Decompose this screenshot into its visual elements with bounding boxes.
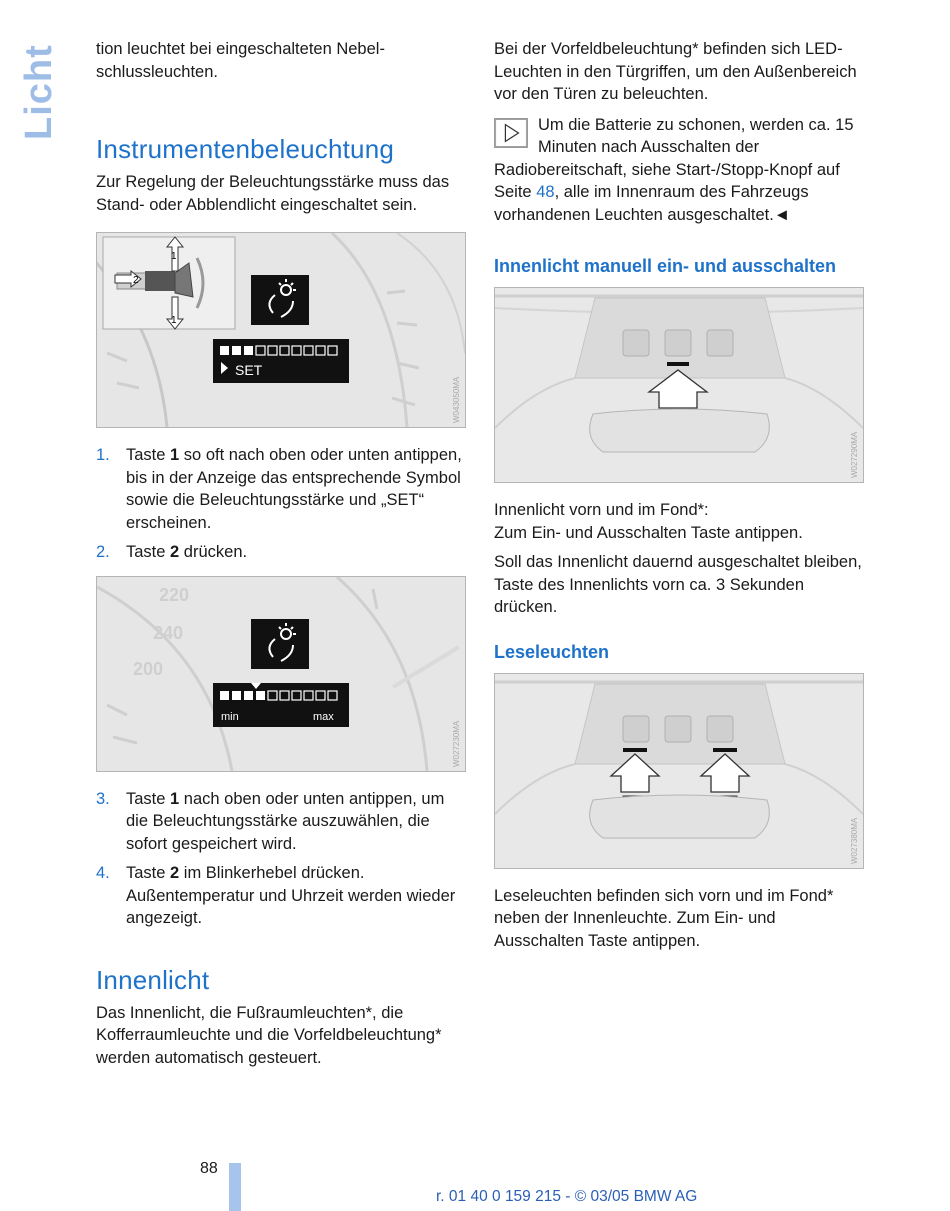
footer-copyright: r. 01 40 0 159 215 - © 03/05 BMW AG (436, 1188, 698, 1205)
figure-code: W043050MA (452, 376, 461, 423)
display-min-label: min (221, 710, 239, 723)
paragraph-dauernd-aus: Soll das Innenlicht dauernd ausgeschaltet bleiben, Taste des Innenlichts vorn ca. 3 Sekunden drücken. (494, 553, 862, 616)
page-reference-link[interactable]: 48 (536, 183, 555, 201)
right-column (494, 38, 866, 959)
instrument-lever-illustration (97, 233, 465, 427)
figure-reading-lights (494, 673, 864, 869)
intro-paragraph: tion leuchtet bei eingeschalteten Nebelschlussleuchten. (96, 40, 385, 81)
paragraph-innenlicht-vorn: Zum Ein- und Ausschalten Taste antippen. (494, 523, 803, 542)
speed-label-200: 200 (133, 658, 164, 679)
figure-instrument-lever (96, 232, 466, 428)
heading-instrumentenbeleuchtung: Instrumentenbeleuchtung (96, 134, 395, 164)
page-number: 88 (200, 1160, 218, 1177)
footer-accent-bar (229, 1163, 241, 1211)
chapter-tab-label: Licht (18, 44, 60, 140)
steps-list-2 (96, 788, 468, 930)
lever-label-1: 1 (171, 251, 177, 262)
paragraph-vorfeld: Bei der Vorfeldbeleuchtung* befinden sich LED-Leuchten in den Türgriffen, um den Außenbereich vor den Türen zu beleuchten. (494, 40, 857, 103)
heading-innenlicht-manuell: Innenlicht manuell ein- und ausschalten (494, 256, 837, 276)
steps-list-1 (96, 444, 468, 564)
note-triangle-icon (494, 118, 528, 148)
speed-label-240: 240 (153, 622, 184, 643)
paragraph-innenlicht: Das Innenlicht, die Fußraumleuchten*, die Kofferraumleuchte und die Vorfeldbeleuchtung* werden automatisch gesteuert. (96, 1003, 442, 1067)
figure-code: W027290MA (850, 431, 859, 478)
display-max-label: max (313, 710, 334, 723)
paragraph-regelung: Zur Regelung der Beleuchtungsstärke muss das Stand- oder Abblendlicht eingeschaltet sein. (96, 173, 450, 214)
step-item: 1. Taste 1 so oft nach oben oder unten antippen, bis in der Anzeige das entsprechende Symbol sowie die Beleuchtungsstärke und „SET“ erscheinen. (96, 446, 462, 532)
figure-interior-light (494, 287, 864, 483)
paragraph-innenlicht-vorn-label: Innenlicht vorn und im Fond*: (494, 501, 709, 519)
step-item: 3. Taste 1 nach oben oder unten antippen, um die Beleuchtungsstärke auszuwählen, die sofort gespeichert wird. (96, 789, 445, 853)
interior-light-button-marker (667, 362, 689, 366)
left-column (96, 38, 468, 1076)
heading-leseleuchten: Leseleuchten (494, 641, 610, 662)
figure-code: W027380MA (850, 817, 859, 864)
heading-innenlicht: Innenlicht (96, 964, 210, 995)
step-item: 4. Taste 2 im Blinkerhebel drücken. Außentemperatur und Uhrzeit werden wieder angezeigt. (96, 864, 456, 927)
paragraph-leseleuchten: Leseleuchten befinden sich vorn und im Fond* neben der Innenleuchte. Zum Ein- und Ausschalten Taste antippen. (494, 886, 834, 950)
note-paragraph: Um die Batterie zu schonen, werden ca. 15 Minuten nach Ausschalten der Radiobereitschaft, siehe Start-/Stopp-Knopf auf Seite 48, alle im Innenraum des Fahrzeugs vorhandenen Leuchten ausgeschaltet.◄ (494, 115, 854, 224)
display-set-text: SET (235, 362, 263, 378)
reading-lights-illustration (495, 674, 863, 868)
speed-label-220: 220 (159, 584, 190, 605)
step-item: 2. Taste 2 drücken. (96, 543, 248, 561)
figure-brightness-display (96, 576, 466, 772)
note-block (494, 114, 866, 234)
lever-label-1b: 1 (171, 315, 177, 326)
interior-light-illustration (495, 288, 863, 482)
brightness-display-illustration (97, 577, 465, 771)
lever-label-2: 2 (133, 275, 139, 286)
figure-code: W027230MA (452, 720, 461, 767)
